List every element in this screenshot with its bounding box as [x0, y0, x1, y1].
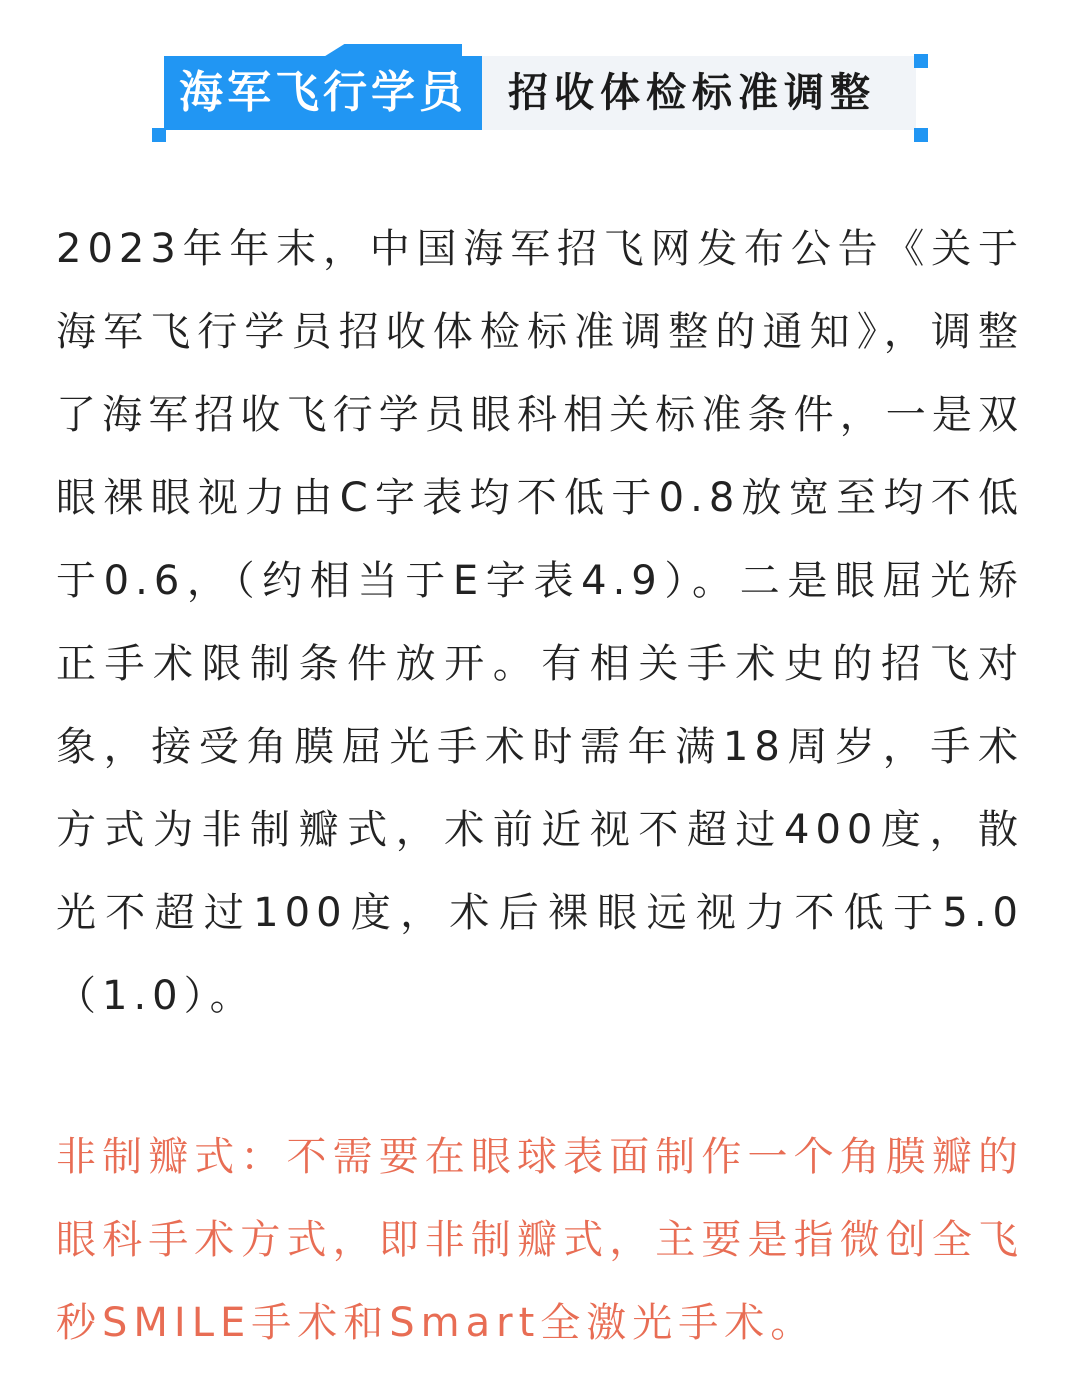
banner-title-sub: 招收体检标准调整	[508, 70, 876, 116]
title-banner	[152, 44, 928, 142]
main-paragraph: 2023年年末，中国海军招飞网发布公告《关于海军飞行学员招收体检标准调整的通知》，调整了海军招收飞行学员眼科相关标准条件，一是双眼裸眼视力由C字表均不低于0.8放宽至均不低于0.6，（约相当于E字表4.9）。二是眼屈光矫正手术限制条件放开。有相关手术史的招飞对象，接受角膜屈光手术时需年满18周岁，手术方式为非制瓣式，术前近视不超过400度，散光不超过100度，术后裸眼远视力不低于5.0（1.0）。	[56, 226, 1024, 1019]
note-paragraph: 非制瓣式：不需要在眼球表面制作一个角膜瓣的眼科手术方式，即非制瓣式，主要是指微创全飞秒SMILE手术和Smart全激光手术。	[56, 1134, 1024, 1346]
banner-title-main: 海军飞行学员	[179, 67, 467, 118]
corner-mark-top-right	[914, 54, 928, 68]
corner-mark-bottom-left	[152, 128, 166, 142]
corner-mark-bottom-right	[914, 128, 928, 142]
